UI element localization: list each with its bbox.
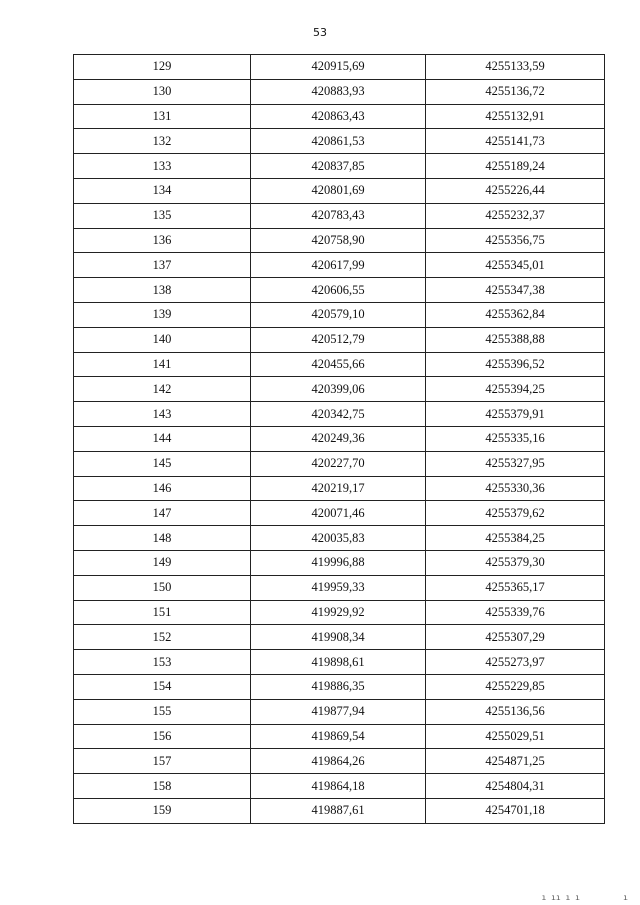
table-row (74, 724, 605, 749)
table-row (74, 352, 605, 377)
point-number-cell: 143 (74, 402, 251, 427)
table-row (74, 228, 605, 253)
table-row (74, 501, 605, 526)
y-coordinate-cell: 4255307,29 (426, 625, 605, 650)
table-row (74, 55, 605, 80)
x-coordinate-cell: 420035,83 (251, 526, 426, 551)
table-row (74, 178, 605, 203)
point-number-cell: 140 (74, 327, 251, 352)
coordinates-table-body (74, 55, 605, 824)
x-coordinate-cell: 419908,34 (251, 625, 426, 650)
y-coordinate-cell: 4255029,51 (426, 724, 605, 749)
table-row (74, 625, 605, 650)
y-coordinate-cell: 4255189,24 (426, 154, 605, 179)
table-row (74, 451, 605, 476)
x-coordinate-cell: 420219,17 (251, 476, 426, 501)
y-coordinate-cell: 4254804,31 (426, 774, 605, 799)
x-coordinate-cell: 419887,61 (251, 798, 426, 823)
table-row (74, 104, 605, 129)
table-row (74, 526, 605, 551)
y-coordinate-cell: 4255379,62 (426, 501, 605, 526)
x-coordinate-cell: 419864,18 (251, 774, 426, 799)
y-coordinate-cell: 4255136,56 (426, 699, 605, 724)
x-coordinate-cell: 420249,36 (251, 426, 426, 451)
coordinates-table (73, 54, 605, 824)
y-coordinate-cell: 4255335,16 (426, 426, 605, 451)
x-coordinate-cell: 420801,69 (251, 178, 426, 203)
point-number-cell: 138 (74, 278, 251, 303)
x-coordinate-cell: 420606,55 (251, 278, 426, 303)
y-coordinate-cell: 4255396,52 (426, 352, 605, 377)
table-row (74, 327, 605, 352)
table-row (74, 774, 605, 799)
point-number-cell: 137 (74, 253, 251, 278)
table-row (74, 476, 605, 501)
point-number-cell: 134 (74, 178, 251, 203)
x-coordinate-cell: 419929,92 (251, 600, 426, 625)
y-coordinate-cell: 4255226,44 (426, 178, 605, 203)
point-number-cell: 154 (74, 674, 251, 699)
y-coordinate-cell: 4255132,91 (426, 104, 605, 129)
y-coordinate-cell: 4255345,01 (426, 253, 605, 278)
y-coordinate-cell: 4255347,38 (426, 278, 605, 303)
point-number-cell: 157 (74, 749, 251, 774)
y-coordinate-cell: 4255394,25 (426, 377, 605, 402)
y-coordinate-cell: 4255232,37 (426, 203, 605, 228)
x-coordinate-cell: 420071,46 (251, 501, 426, 526)
table-row (74, 674, 605, 699)
table-row (74, 253, 605, 278)
x-coordinate-cell: 420227,70 (251, 451, 426, 476)
scan-mark-left: ı ıı ı ı (541, 893, 580, 902)
point-number-cell: 131 (74, 104, 251, 129)
x-coordinate-cell: 420758,90 (251, 228, 426, 253)
table-row (74, 550, 605, 575)
point-number-cell: 132 (74, 129, 251, 154)
table-row (74, 79, 605, 104)
y-coordinate-cell: 4255273,97 (426, 650, 605, 675)
table-row (74, 154, 605, 179)
point-number-cell: 153 (74, 650, 251, 675)
point-number-cell: 135 (74, 203, 251, 228)
table-row (74, 203, 605, 228)
y-coordinate-cell: 4255388,88 (426, 327, 605, 352)
table-row (74, 302, 605, 327)
point-number-cell: 139 (74, 302, 251, 327)
table-row (74, 402, 605, 427)
x-coordinate-cell: 420863,43 (251, 104, 426, 129)
table-row (74, 426, 605, 451)
point-number-cell: 151 (74, 600, 251, 625)
table-row (74, 699, 605, 724)
y-coordinate-cell: 4255141,73 (426, 129, 605, 154)
y-coordinate-cell: 4255339,76 (426, 600, 605, 625)
point-number-cell: 133 (74, 154, 251, 179)
point-number-cell: 141 (74, 352, 251, 377)
y-coordinate-cell: 4255384,25 (426, 526, 605, 551)
x-coordinate-cell: 420399,06 (251, 377, 426, 402)
x-coordinate-cell: 420783,43 (251, 203, 426, 228)
y-coordinate-cell: 4254701,18 (426, 798, 605, 823)
point-number-cell: 159 (74, 798, 251, 823)
x-coordinate-cell: 419869,54 (251, 724, 426, 749)
point-number-cell: 156 (74, 724, 251, 749)
y-coordinate-cell: 4255362,84 (426, 302, 605, 327)
point-number-cell: 130 (74, 79, 251, 104)
point-number-cell: 136 (74, 228, 251, 253)
point-number-cell: 149 (74, 550, 251, 575)
y-coordinate-cell: 4255327,95 (426, 451, 605, 476)
table-row (74, 575, 605, 600)
y-coordinate-cell: 4255379,30 (426, 550, 605, 575)
x-coordinate-cell: 420915,69 (251, 55, 426, 80)
x-coordinate-cell: 420617,99 (251, 253, 426, 278)
point-number-cell: 145 (74, 451, 251, 476)
table-row (74, 798, 605, 823)
x-coordinate-cell: 419877,94 (251, 699, 426, 724)
scan-mark-right: ı (623, 893, 628, 902)
point-number-cell: 148 (74, 526, 251, 551)
table-row (74, 749, 605, 774)
x-coordinate-cell: 420883,93 (251, 79, 426, 104)
y-coordinate-cell: 4255229,85 (426, 674, 605, 699)
x-coordinate-cell: 419898,61 (251, 650, 426, 675)
x-coordinate-cell: 420837,85 (251, 154, 426, 179)
y-coordinate-cell: 4254871,25 (426, 749, 605, 774)
y-coordinate-cell: 4255133,59 (426, 55, 605, 80)
y-coordinate-cell: 4255356,75 (426, 228, 605, 253)
table-row (74, 129, 605, 154)
x-coordinate-cell: 419996,88 (251, 550, 426, 575)
y-coordinate-cell: 4255330,36 (426, 476, 605, 501)
point-number-cell: 150 (74, 575, 251, 600)
point-number-cell: 155 (74, 699, 251, 724)
point-number-cell: 147 (74, 501, 251, 526)
x-coordinate-cell: 420861,53 (251, 129, 426, 154)
table-row (74, 600, 605, 625)
x-coordinate-cell: 419886,35 (251, 674, 426, 699)
y-coordinate-cell: 4255379,91 (426, 402, 605, 427)
x-coordinate-cell: 420455,66 (251, 352, 426, 377)
point-number-cell: 146 (74, 476, 251, 501)
point-number-cell: 129 (74, 55, 251, 80)
x-coordinate-cell: 420579,10 (251, 302, 426, 327)
y-coordinate-cell: 4255136,72 (426, 79, 605, 104)
x-coordinate-cell: 419864,26 (251, 749, 426, 774)
table-row (74, 377, 605, 402)
table-row (74, 650, 605, 675)
point-number-cell: 158 (74, 774, 251, 799)
point-number-cell: 144 (74, 426, 251, 451)
page-number: 53 (313, 26, 327, 39)
x-coordinate-cell: 420512,79 (251, 327, 426, 352)
x-coordinate-cell: 420342,75 (251, 402, 426, 427)
x-coordinate-cell: 419959,33 (251, 575, 426, 600)
table-row (74, 278, 605, 303)
point-number-cell: 142 (74, 377, 251, 402)
y-coordinate-cell: 4255365,17 (426, 575, 605, 600)
point-number-cell: 152 (74, 625, 251, 650)
